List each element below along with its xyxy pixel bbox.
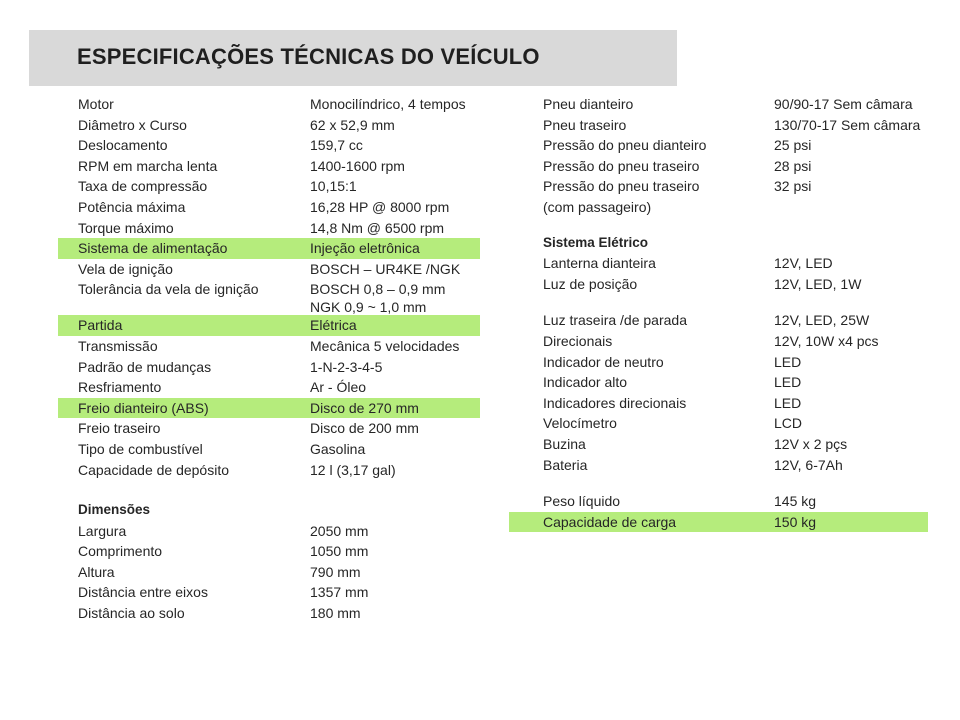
spec-row: [509, 434, 928, 455]
spec-row: [58, 357, 480, 378]
spec-label: Torque máximo: [78, 219, 174, 236]
spec-label: Padrão de mudanças: [78, 358, 212, 375]
spec-row: [509, 115, 928, 136]
spec-row: [58, 176, 480, 197]
spec-label: Transmissão: [78, 337, 158, 354]
spec-value: 159,7 cc: [310, 137, 363, 154]
spec-label: Capacidade de depósito: [78, 461, 230, 478]
spec-label: Potência máxima: [78, 198, 186, 215]
spec-label: Indicadores direcionais: [543, 394, 687, 411]
spec-value: 790 mm: [310, 563, 361, 580]
spec-label: Resfriamento: [78, 379, 162, 396]
spec-value: 10,15:1: [310, 178, 357, 195]
left-spec-column: [58, 94, 480, 624]
weight-spec-list: [509, 491, 928, 532]
spec-row: [58, 562, 480, 583]
spec-label: Largura: [78, 522, 127, 539]
spec-row: [58, 418, 480, 439]
spec-row: [509, 413, 928, 434]
spec-row: [509, 274, 928, 295]
spec-row: [58, 377, 480, 398]
spec-row: [509, 491, 928, 512]
spec-label: Sistema de alimentação: [78, 240, 228, 257]
spec-row: [58, 439, 480, 460]
spec-row: [58, 603, 480, 624]
spec-value: 12V, 10W x4 pcs: [774, 332, 879, 349]
spec-value: BOSCH – UR4KE /NGK: [310, 260, 461, 277]
spec-row: [58, 336, 480, 357]
electric-heading: Sistema Elétrico: [543, 234, 649, 250]
spec-value: 12V x 2 pçs: [774, 435, 848, 452]
spec-label: Buzina: [543, 435, 586, 452]
spec-row: [58, 115, 480, 136]
spec-row: [509, 135, 928, 156]
spec-label: Distância ao solo: [78, 605, 185, 622]
spec-row: [509, 94, 928, 115]
spec-row: [58, 279, 480, 315]
spec-label: Pneu dianteiro: [543, 96, 634, 112]
spec-label: Peso líquido: [543, 493, 621, 510]
spec-label: Freio traseiro: [78, 420, 161, 437]
spec-label: Bateria: [543, 456, 588, 473]
electric-spec-list-b: [509, 310, 928, 475]
spec-row: [509, 253, 928, 274]
right-spec-column: [509, 94, 928, 532]
spec-row: [58, 94, 480, 115]
spec-row: [58, 521, 480, 542]
spec-value: Injeção eletrônica: [310, 240, 420, 257]
spec-row: [58, 156, 480, 177]
spec-value: 25 psi: [774, 137, 812, 154]
spec-row: [58, 218, 480, 239]
spec-label: Pressão do pneu traseiro: [543, 178, 700, 195]
spec-row: [509, 310, 928, 331]
spec-value: 14,8 Nm @ 6500 rpm: [310, 219, 445, 236]
spec-label: Deslocamento: [78, 137, 168, 154]
spec-label: Altura: [78, 563, 115, 580]
spec-row: [509, 393, 928, 414]
spec-label: Pressão do pneu traseiro: [543, 157, 700, 174]
spec-value: Elétrica: [310, 317, 357, 334]
spec-label: Indicador alto: [543, 374, 628, 391]
title-bar: [29, 30, 677, 86]
spec-label: Pressão do pneu dianteiro: [543, 137, 707, 154]
spec-row: [58, 259, 480, 280]
spec-label: Diâmetro x Curso: [78, 116, 187, 133]
spec-label: Direcionais: [543, 332, 613, 349]
spec-label: Comprimento: [78, 543, 163, 560]
spec-label: Velocímetro: [543, 415, 617, 432]
spec-row: [58, 135, 480, 156]
electric-spec-list-a: [509, 253, 928, 294]
spec-row: [509, 197, 928, 218]
spec-row-highlighted: [58, 315, 480, 336]
spec-label: Taxa de compressão: [78, 178, 208, 195]
spec-value: 145 kg: [774, 493, 817, 510]
spec-label: Indicador de neutro: [543, 353, 664, 370]
spec-label: RPM em marcha lenta: [78, 157, 218, 174]
dimensions-heading: Dimensões: [78, 502, 151, 518]
spec-row: [509, 372, 928, 393]
spec-row-highlighted: [58, 238, 480, 259]
spec-row: [58, 197, 480, 218]
spec-value: 28 psi: [774, 157, 812, 174]
spec-row: [58, 460, 480, 481]
spec-value: 130/70-17 Sem câmara: [774, 116, 921, 133]
spec-value: 12V, LED, 1W: [774, 275, 862, 292]
spec-row: [509, 352, 928, 373]
spec-label: Partida: [78, 317, 123, 334]
spec-value: 12 l (3,17 gal): [310, 461, 396, 478]
spec-value: 150 kg: [774, 513, 817, 530]
spec-row: [509, 331, 928, 352]
engine-spec-list: [58, 94, 480, 480]
spec-label: Capacidade de carga: [543, 513, 677, 530]
spec-value: Ar - Óleo: [310, 379, 367, 396]
spec-value: 1357 mm: [310, 584, 369, 601]
spec-value: [310, 280, 445, 316]
spec-row-highlighted: [58, 398, 480, 419]
spec-value: 1050 mm: [310, 543, 369, 560]
spec-row-highlighted: [509, 512, 928, 533]
spec-value: 1-N-2-3-4-5: [310, 358, 383, 375]
spec-value: 1400-1600 rpm: [310, 157, 405, 174]
spec-value: LED: [774, 353, 802, 370]
spec-value: LED: [774, 394, 802, 411]
spec-label: Tipo de combustível: [78, 440, 203, 457]
spec-row: [509, 176, 928, 197]
spec-label: Distância entre eixos: [78, 584, 208, 601]
spec-label: Freio dianteiro (ABS): [78, 399, 209, 416]
spec-value: Disco de 200 mm: [310, 420, 419, 437]
spec-label: Luz de posição: [543, 275, 638, 292]
spec-row: [58, 541, 480, 562]
tire-spec-list: [509, 94, 928, 218]
spec-row: [509, 455, 928, 476]
spec-row: [509, 156, 928, 177]
spec-value: Gasolina: [310, 440, 366, 457]
spec-value-line: BOSCH 0,8 – 0,9 mm: [310, 281, 446, 298]
spec-label: Lanterna dianteira: [543, 255, 656, 272]
spec-value: 12V, 6-7Ah: [774, 456, 843, 473]
spec-value: 90/90-17 Sem câmara: [774, 96, 913, 112]
spec-value: 180 mm: [310, 605, 361, 622]
spec-value: 16,28 HP @ 8000 rpm: [310, 198, 450, 215]
spec-label: (com passageiro): [543, 198, 652, 215]
spec-value: 12V, LED, 25W: [774, 312, 870, 329]
spec-label: Motor: [78, 96, 114, 112]
spec-value: LED: [774, 374, 802, 391]
spec-value: 62 x 52,9 mm: [310, 116, 395, 133]
spec-value: 2050 mm: [310, 522, 369, 539]
page-title: ESPECIFICAÇÕES TÉCNICAS DO VEÍCULO: [77, 44, 540, 69]
spec-value-line: NGK 0,9 ~ 1,0 mm: [310, 299, 427, 316]
spec-row: [58, 582, 480, 603]
spec-value: Mecânica 5 velocidades: [310, 337, 460, 354]
spec-label: Vela de ignição: [78, 260, 173, 277]
spec-value: LCD: [774, 415, 803, 432]
spec-value: 32 psi: [774, 178, 812, 195]
spec-value: Disco de 270 mm: [310, 399, 419, 416]
dimensions-spec-list: [58, 521, 480, 624]
spec-value: Monocilíndrico, 4 tempos: [310, 96, 466, 112]
spec-label: Pneu traseiro: [543, 116, 627, 133]
spec-value: 12V, LED: [774, 255, 833, 272]
spec-label: Luz traseira /de parada: [543, 312, 687, 329]
spec-label: Tolerância da vela de ignição: [78, 281, 259, 298]
